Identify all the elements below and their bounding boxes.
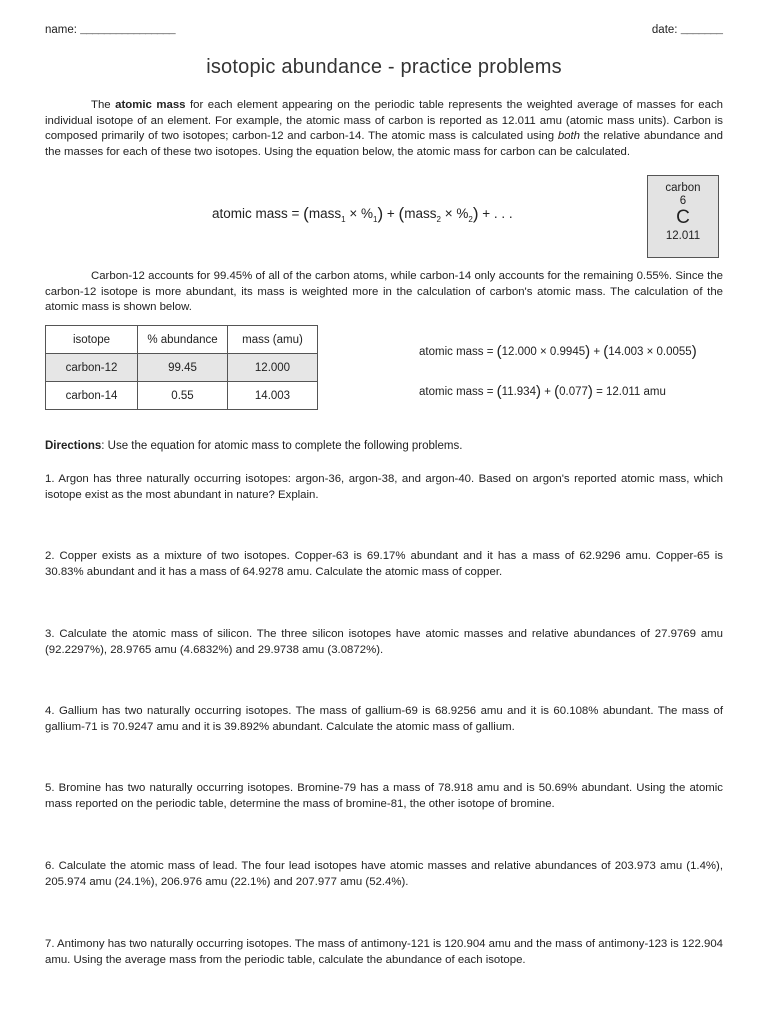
calc1-term-2: 14.003 × 0.0055: [608, 346, 692, 358]
problem-3: 3. Calculate the atomic mass of silicon. The three silicon isotopes have atomic masses and relative abundances of 27.9769 amu (92.2297%), 28.9765 amu (4.6832%) and 29.9738 amu (3.0872%).: [45, 628, 723, 656]
table-header-abundance: % abundance: [138, 326, 228, 354]
table-cell: 14.003: [228, 382, 318, 410]
calc1-lhs: atomic mass =: [419, 346, 494, 358]
table-cell: 99.45: [138, 354, 228, 382]
name-label: name:: [45, 24, 77, 36]
table-cell: carbon-12: [46, 354, 138, 382]
equation-mass-1-sub: 1: [341, 215, 346, 224]
calc2-term-2: 0.077: [559, 386, 588, 398]
table-cell: 12.000: [228, 354, 318, 382]
atomic-mass-equation: atomic mass = (mass$_1$ × $\%_1$) + (mass$_2$ × $\%_2$) + . . .: [212, 204, 513, 224]
problem-1: 1. Argon has three naturally occurring isotopes: argon-36, argon-38, and argon-40. Based on argon's reported atomic mass, which isotope exist as the most abundant in nature? Explain.: [45, 473, 723, 501]
equation-ellipsis: + . . .: [482, 206, 513, 221]
problem-6: 6. Calculate the atomic mass of lead. The four lead isotopes have atomic masses and relative abundances of 203.973 amu (1.4%), 205.974 amu (24.1%), 206.976 amu (22.1%) and 207.977 amu (52.4%).: [45, 860, 723, 888]
problem-5: 5. Bromine has two naturally occurring isotopes. Bromine-79 has a mass of 78.918 amu and is 50.69% abundant. Using the atomic mass reported on the periodic table, determine the mass of bromine-81, the other isotope of bromine.: [45, 782, 723, 810]
directions: [45, 440, 462, 452]
intro-bold-term: atomic mass: [115, 99, 186, 111]
intro-paragraph: [45, 98, 723, 160]
equation-times-1: ×: [349, 206, 358, 221]
calculation-equation-1: atomic mass = (12.000 × 0.9945) + (14.003 × 0.0055): [419, 343, 697, 360]
name-blank-line: ________________: [80, 24, 175, 37]
calc1-plus: +: [593, 346, 601, 358]
directions-text: : Use the equation for atomic mass to complete the following problems.: [101, 440, 463, 452]
equation-pct-1: %: [360, 206, 373, 221]
element-name: carbon: [665, 182, 701, 194]
equation-pct-1-sub: 1: [373, 215, 378, 224]
date-field: [652, 24, 722, 37]
carbon-element-tile: [647, 175, 719, 258]
equation-mass-2: mass: [404, 206, 437, 221]
equation-times-2: ×: [444, 206, 453, 221]
element-symbol: C: [676, 207, 690, 228]
problem-2: 2. Copper exists as a mixture of two isotopes. Copper-63 is 69.17% abundant and it has a mass of 62.9296 amu. Copper-65 is 30.83% abundant and it has a mass of 64.9278 amu. Calculate the atomic mass of copper.: [45, 550, 723, 578]
calc2-term-1: 11.934: [501, 386, 536, 398]
calculation-equation-2: atomic mass = (11.934) + (0.077) = 12.011 amu: [419, 383, 666, 400]
equation-mass-1: mass: [308, 206, 342, 221]
table-header-row: [46, 326, 318, 354]
directions-label: Directions: [45, 440, 102, 452]
date-blank-line: _______: [680, 24, 722, 37]
table-header-isotope: isotope: [46, 326, 138, 354]
calc2-lhs: atomic mass =: [419, 386, 494, 398]
page-title: isotopic abundance - practice problems: [206, 56, 562, 78]
date-label: date:: [651, 24, 678, 36]
table-cell: carbon-14: [46, 382, 138, 410]
carbon-paragraph: [45, 269, 723, 316]
intro-text-end: the relative abundance and the masses for each of these two isotopes. Using the equation below, the atomic mass for carbon can be calculated.: [45, 130, 723, 158]
element-atomic-mass: 12.011: [665, 230, 701, 242]
calc1-term-1: 12.000 × 0.9945: [501, 346, 586, 358]
carbon-paragraph-text: Carbon-12 accounts for 99.45% of all of the carbon atoms, while carbon-14 only accounts for the remaining 0.55%. Since the carbon-12 isotope is more abundant, its mass is weighted more in the calculation of carbon's atomic mass. The calculation of the atomic mass is shown below.: [45, 270, 723, 314]
problem-4: 4. Gallium has two naturally occurring isotopes. The mass of gallium-69 is 68.9256 amu and it is 60.108% abundant. The mass of gallium-71 is 70.9247 amu and it is 39.892% abundant. Calculate the atomic mass of gallium.: [45, 705, 723, 733]
equation-pct-2-sub: 2: [468, 215, 473, 224]
intro-italic-word: both: [557, 130, 580, 143]
isotope-table: [45, 325, 318, 410]
table-cell: 0.55: [138, 382, 228, 410]
equation-pct-2: %: [456, 206, 469, 221]
table-row: [46, 354, 318, 382]
name-field: [45, 24, 175, 37]
table-header-mass: mass (amu): [228, 326, 318, 354]
problem-7: 7. Antimony has two naturally occurring isotopes. The mass of antimony-121 is 120.904 amu and the mass of antimony-123 is 122.904 amu. Using the average mass from the periodic table, calculate the abundance of each isotope.: [45, 938, 723, 966]
equation-mass-2-sub: 2: [436, 215, 441, 224]
equation-lhs: atomic mass =: [212, 206, 300, 221]
intro-text-start: The: [91, 99, 116, 111]
intro-text-middle: for each element appearing on the periodic table represents the weighted average of masses for each individual isotope of an element. For example, the atomic mass of carbon is reported as 12.011 amu (atomic mass units). Carbon is composed primarily of two isotopes; carbon-12 and carbon-14. The atomic mass is calculated using: [45, 99, 724, 143]
equation-plus: +: [386, 206, 395, 221]
calc2-result: = 12.011 amu: [596, 386, 666, 398]
element-atomic-number: 6: [679, 195, 687, 207]
table-row: [46, 382, 318, 410]
calc2-plus: +: [544, 386, 551, 398]
